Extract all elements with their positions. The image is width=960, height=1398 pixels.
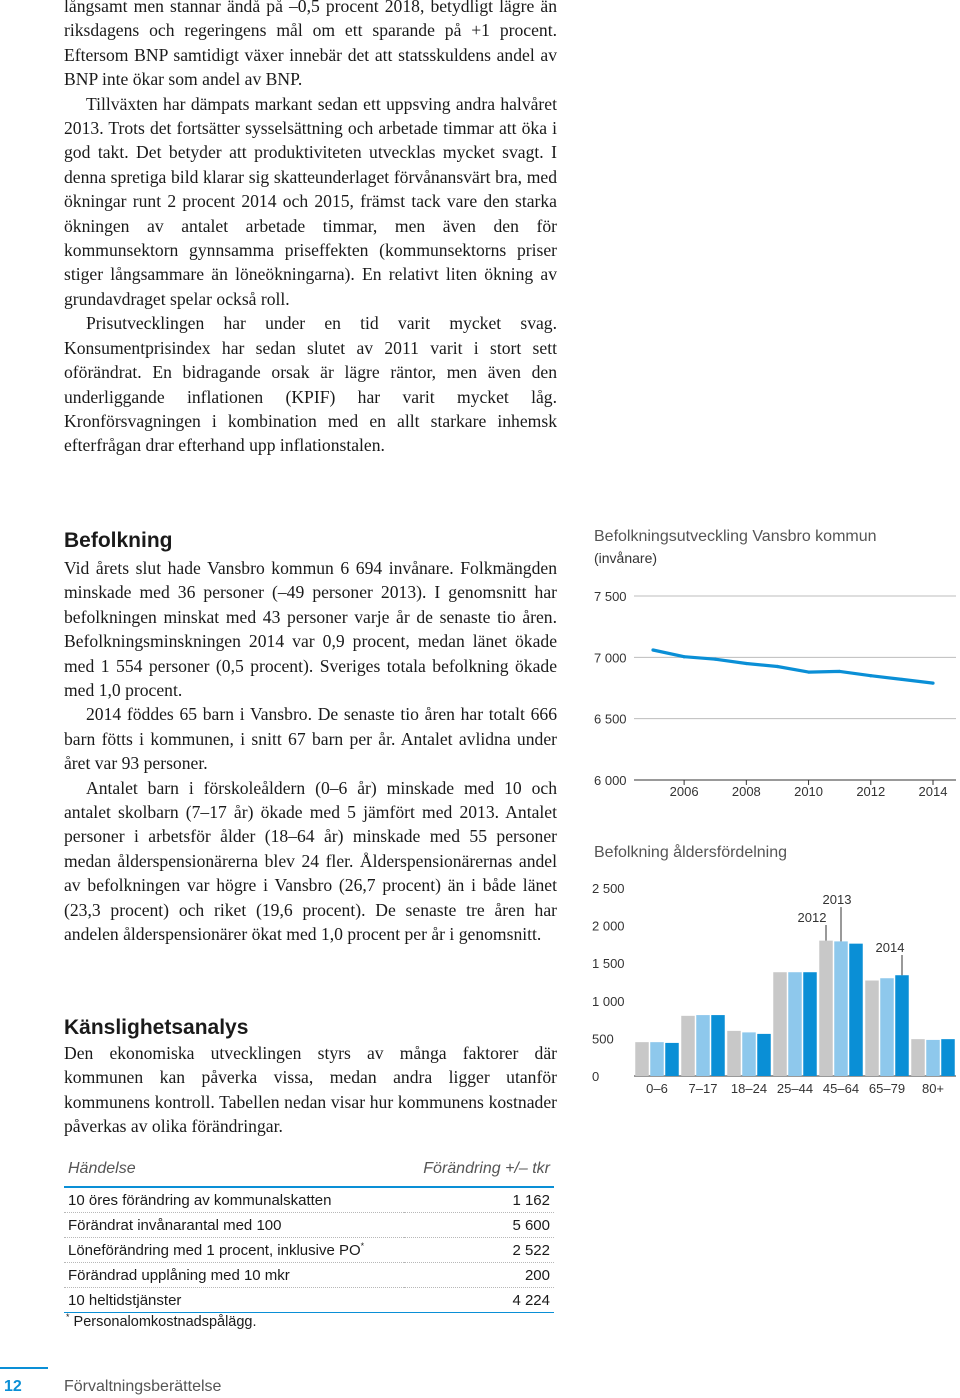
table-footnote <box>66 1312 257 1330</box>
intro-paragraph-2: Tillväxten har dämpats markant sedan ett uppsving andra halvåret 2013. Trots det fortsätter sysselsättning och arbetade timmar att öka i god takt. Det betyder att produktiviteten utvecklas mycket svagt. I denna spretiga bild klarar sig skatteunderlaget förvånansvärt bra, med ökningar runt 2 procent 2014 och 2015, främst tack vare den starka ökningen av antalet arbetade timmar, men även den för kommunsektorn gynnsamma priseffekten (kommunsektorns priser stiger långsammare än löneökningarna). En relativt liten ökning av grundavdraget spelar också roll. <box>64 93 557 309</box>
sensitivity-table <box>64 1158 554 1313</box>
y-tick-label: 1 000 <box>592 993 625 1009</box>
befolkning-text <box>64 556 557 947</box>
bar-2013-2 <box>742 1032 756 1076</box>
bar-2014-2 <box>757 1034 771 1076</box>
table-cell-event <box>64 1187 404 1213</box>
kanslighet-heading: Känslighetsanalys <box>64 1016 249 1039</box>
population-point <box>807 670 810 673</box>
x-tick-label: 65–79 <box>868 1081 906 1096</box>
intro-paragraph-3: Prisutvecklingen har under en tid varit mycket svag. Konsumentprisindex har sedan slutet av 2011 varit i stort sett oförändrat. En bidragande orsak är lägre räntor, men även den underliggande inflationen (KPIF) har varit mycket låg. Kronförsvagningen i kombination med en allt starkare inhemsk efterfrågan drar efterhand upp inflationstalen. <box>64 313 557 456</box>
population-point <box>931 681 934 684</box>
table-cell-value: 4 224 <box>404 1288 554 1313</box>
x-tick-label: 25–44 <box>776 1081 814 1096</box>
bar-2013-5 <box>880 978 894 1076</box>
footnote-mark: * <box>66 1312 70 1322</box>
y-tick-label: 6 500 <box>594 711 627 727</box>
befolkning-paragraph-3: Antalet barn i förskoleåldern (0–6 år) minskade med 10 och antalet skolbarn (7–17 år) ökade med 5 jämfört med 2013. Antalet personer i arbetsför ålder (18–64 år) minskade med 55 personer medan ålderspensionärerna blev 24 fler. Ålderspensionärernas andel av befolkningen var högre i Vansbro (26,7 procent) än i både länet (23,3 procent) och riket (19,6 procent). De senaste tre åren har andelen ålderspensionärer ökat med 1,0 procent per år i genomsnitt. <box>64 777 557 945</box>
bar-2014-4 <box>849 944 863 1076</box>
table-row <box>64 1187 554 1213</box>
x-tick-label: 2008 <box>731 784 761 799</box>
footnote-text: Personalomkostnadspålägg. <box>73 1313 257 1330</box>
bar-chart-title: Befolkning åldersfördelning <box>594 844 788 861</box>
bar-2013-6 <box>926 1040 940 1076</box>
bar-2014-5 <box>895 975 909 1076</box>
event-label: Förändrat invånarantal med 100 <box>68 1216 282 1234</box>
population-line-chart <box>590 580 960 805</box>
y-tick-label: 500 <box>592 1031 614 1047</box>
y-tick-label: 7 500 <box>594 589 627 604</box>
y-tick-label: 1 500 <box>592 956 625 972</box>
table-row <box>64 1213 554 1238</box>
population-point <box>714 658 717 661</box>
page-number: 12 <box>4 1378 22 1395</box>
befolkning-heading: Befolkning <box>64 529 173 552</box>
line-chart-subtitle: (invånare) <box>594 550 658 566</box>
x-tick-label: 2012 <box>856 784 886 799</box>
age-bar-chart <box>590 875 960 1105</box>
event-footnote-mark: * <box>360 1241 365 1251</box>
table-row <box>64 1288 554 1313</box>
table-row <box>64 1238 554 1263</box>
table-cell-event <box>64 1288 404 1313</box>
event-label: Förändrad upplåning med 10 mkr <box>68 1266 290 1284</box>
kanslighet-paragraph-1: Den ekonomiska utvecklingen styrs av många faktorer där kommunen kan påverka vissa, medan andra ligger utanför kommunens kontroll. Tabellen nedan visar hur kommunens kostnader påverkas av olika förändringar. <box>64 1043 557 1137</box>
table-header-change: Förändring +/– tkr <box>404 1158 554 1187</box>
table-cell-value: 5 600 <box>404 1213 554 1238</box>
bar-2014-3 <box>803 972 817 1076</box>
population-point <box>900 678 903 681</box>
bar-2014-1 <box>711 1015 725 1076</box>
table-cell-value: 200 <box>404 1263 554 1288</box>
footer-section-title: Förvaltningsberättelse <box>64 1378 222 1395</box>
befolkning-paragraph-2: 2014 föddes 65 barn i Vansbro. De senaste tio åren har totalt 666 barn fötts i kommunen, i snitt 67 barn per år. Antalet avlidna under året var 93 personer. <box>64 704 557 774</box>
bar-2012-2 <box>727 1031 741 1076</box>
event-label: 10 heltidstjänster <box>68 1291 182 1309</box>
population-point <box>776 665 779 668</box>
population-point <box>745 662 748 665</box>
y-tick-label: 0 <box>592 1069 600 1084</box>
x-tick-label: 2014 <box>918 784 948 799</box>
bar-2012-0 <box>635 1042 649 1076</box>
bar-2013-0 <box>650 1042 664 1076</box>
bar-2012-6 <box>911 1039 925 1076</box>
table-cell-event <box>64 1213 404 1238</box>
bar-2012-1 <box>681 1016 695 1076</box>
table-cell-value: 2 522 <box>404 1238 554 1263</box>
annotation-label: 2014 <box>875 940 905 955</box>
x-tick-label: 7–17 <box>688 1081 718 1096</box>
bar-2013-3 <box>788 972 802 1076</box>
y-tick-label: 6 000 <box>594 773 627 788</box>
annotation-label: 2012 <box>797 910 827 925</box>
bar-2014-6 <box>941 1039 955 1076</box>
event-label: 10 öres förändring av kommunalskatten <box>68 1191 332 1209</box>
population-point <box>683 655 686 658</box>
befolkning-paragraph-1: Vid årets slut hade Vansbro kommun 6 694 invånare. Folkmängden minskade med 36 personer (–49 personer 2013). I genomsnitt har befolkningen minskat med 43 personer varje år de senaste tio åren. Befolkningsminskningen 2014 var 0,9 procent, medan länet ökade med 1 554 personer (0,5 procent). Sveriges totala befolkning ökade med 1,0 procent. <box>64 558 557 701</box>
x-tick-label: 2010 <box>794 784 824 799</box>
x-tick-label: 2006 <box>669 784 699 799</box>
intro-paragraph-1: långsamt men stannar ändå på –0,5 procent 2018, betydligt lägre än riksdagens och regeringens mål om ett sparande på +1 procent. Eftersom BNP samtidigt växer innebär det att statsskuldens andel av BNP inte ökar som andel av BNP. <box>64 0 557 90</box>
x-tick-label: 0–6 <box>646 1081 668 1096</box>
y-tick-label: 7 000 <box>594 650 627 666</box>
bar-2012-5 <box>865 980 879 1076</box>
intro-text <box>64 0 557 458</box>
x-tick-label: 18–24 <box>730 1081 768 1096</box>
footer-accent-line <box>0 1367 48 1369</box>
kanslighet-text <box>64 1041 557 1139</box>
line-chart-title: Befolkningsutveckling Vansbro kommun <box>594 528 877 545</box>
table-header-event: Händelse <box>64 1158 404 1187</box>
population-series-line <box>653 650 933 683</box>
bar-2013-1 <box>696 1015 710 1076</box>
table-cell-value: 1 162 <box>404 1187 554 1213</box>
bar-2013-4 <box>834 941 848 1076</box>
population-point <box>869 674 872 677</box>
annotation-label: 2013 <box>822 892 852 907</box>
population-point <box>838 670 841 673</box>
y-tick-label: 2 000 <box>592 918 625 934</box>
x-tick-label: 80+ <box>921 1081 945 1096</box>
table-header-row <box>64 1158 554 1187</box>
table-cell-event <box>64 1238 404 1263</box>
population-point <box>651 648 654 651</box>
bar-2012-3 <box>773 972 787 1076</box>
table-row <box>64 1263 554 1288</box>
table-cell-event <box>64 1263 404 1288</box>
event-label: Löneförändring med 1 procent, inklusive PO <box>68 1242 361 1259</box>
y-tick-label: 2 500 <box>592 881 625 896</box>
bar-2012-4 <box>819 941 833 1076</box>
bar-2014-0 <box>665 1043 679 1076</box>
x-tick-label: 45–64 <box>822 1081 860 1096</box>
